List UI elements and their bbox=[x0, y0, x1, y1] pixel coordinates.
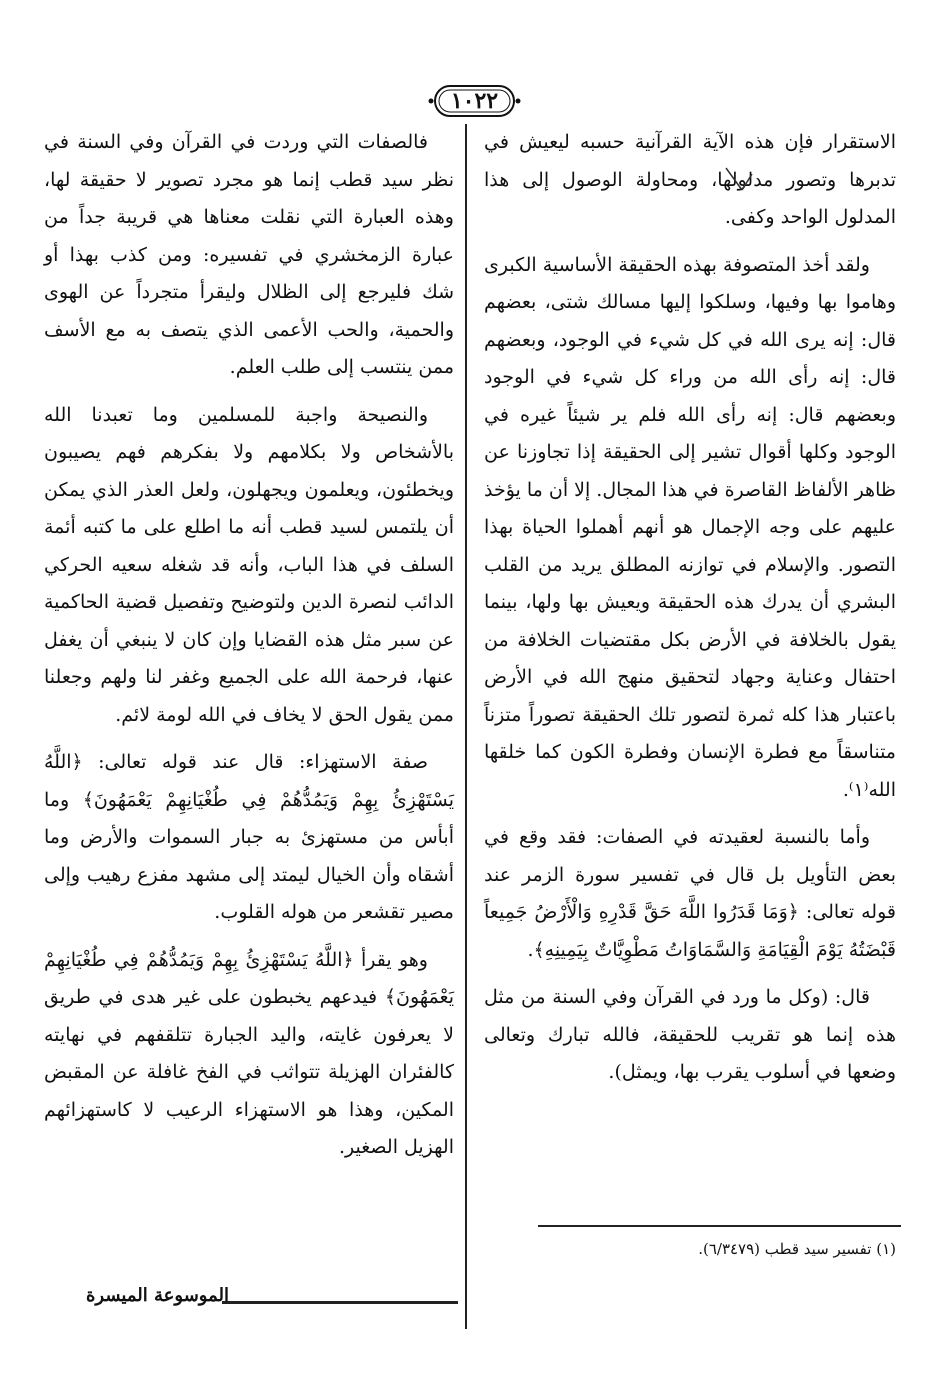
right-column bbox=[484, 124, 896, 1102]
paragraph: قال: (وكل ما ورد في القرآن وفي السنة من مثل هذه إنما هو تقريب للحقيقة، فالله تبارك وتعالى وضعها في أسلوب يقرب بها، ويمثل). bbox=[484, 986, 896, 1083]
footer-rule bbox=[222, 1301, 458, 1304]
footnote: (١) تفسير سيد قطب (٦/٣٤٧٩). bbox=[698, 1240, 896, 1258]
paragraph: صفة الاستهزاء: قال عند قوله تعالى: ﴿اللَّهُ يَسْتَهْزِئُ بِهِمْ وَيَمُدُّهُمْ فِي طُغْيَانِهِمْ يَعْمَهُونَ﴾ وما أبأس من مستهزئ به جبار السموات والأرض وما أشقاه وأن الخيال ليمتد إلى مشهد مفزع رهيب وإلى مصير تقشعر من هوله القلوب. bbox=[44, 751, 454, 923]
paragraph: وأما بالنسبة لعقيدته في الصفات: فقد وقع في بعض التأويل بل قال في تفسير سورة الزمر عند قوله تعالى: ﴿وَمَا قَدَرُوا اللَّهَ حَقَّ قَدْرِهِ وَالْأَرْضُ جَمِيعاً قَبْضَتُهُ يَوْمَ الْقِيَامَةِ وَالسَّمَاوَاتُ مَطْوِيَّاتٌ بِيَمِينِهِ﴾. bbox=[484, 826, 896, 961]
left-column bbox=[44, 124, 454, 1177]
paragraph: فالصفات التي وردت في القرآن وفي السنة في نظر سيد قطب إنما هو مجرد تصوير لا حقيقة لها، وهذه العبارة التي نقلت معناها هي قريبة جداً من عبارة الزمخشري في تفسيره: ومن كذب بهذا أو شك فليرجع إلى الظلال وليقرأ متجرداً عن الهوى والحمية، والحب الأعمى الذي يتصف به مع الأسف ممن ينتسب إلى طلب العلم. bbox=[44, 131, 454, 378]
paragraph: والنصيحة واجبة للمسلمين وما تعبدنا الله بالأشخاص ولا بكلامهم ولا بفكرهم فهم يصيبون ويخطئون، ويعلمون ويجهلون، ولعل العذر الذي يمكن أن يلتمس لسيد قطب أنه ما اطلع على ما كتبه أئمة السلف في هذا الباب، وأنه قد شغله سعيه الحركي الدائب لنصرة الدين ولتوضيح وتفصيل قضية الحاكمية عن سبر مثل هذه القضايا وإن كان لا ينبغي أن يغفل عنها، فرحمة الله على الجميع وغفر لنا ولهم وجعلنا ممن يقول الحق لا يخاف في الله لومة لائم. bbox=[44, 403, 454, 726]
handwritten-mark-icon bbox=[720, 160, 760, 200]
column-divider bbox=[465, 124, 467, 1329]
paragraph: الاستقرار فإن هذه الآية القرآنية حسبه ليعيش في تدبرها وتصور مدلولها، ومحاولة الوصول إلى هذا المدلول الواحد وكفى. bbox=[484, 131, 896, 228]
footnote-divider bbox=[538, 1225, 901, 1227]
page-number bbox=[427, 84, 522, 118]
page-number-text: ١٠٢٢ bbox=[450, 88, 499, 114]
paragraph: ولقد أخذ المتصوفة بهذه الحقيقة الأساسية الكبرى وهاموا بها وفيها، وسلكوا إليها مسالك شتى، بعضهم قال: إنه يرى الله في كل شيء في الوجود، وبعضهم قال: إنه رأى الله من وراء كل شيء في الوجود وبعضهم قال: إنه رأى الله فلم ير شيئاً غيره في الوجود وكلها أقوال تشير إلى الحقيقة إذا تجاوزنا عن ظاهر الألفاظ القاصرة في هذا المجال. إلا أن ما يؤخذ عليهم على وجه الإجمال هو أنهم أهملوا الحياة بهذا التصور. والإسلام في توازنه المطلق يريد من القلب البشري أن يدرك هذه الحقيقة ويعيش بها ولها، بينما يقول بالخلافة في الأرض بكل مقتضيات الخلافة من احتفال وعناية وجهاد لتحقيق منهج الله في الأرض باعتبار هذا كله ثمرة لتصور تلك الحقيقة تصوراً متزناً متناسقاً مع فطرة الإنسان وفطرة الكون كما خلقها الله⁽١⁾. bbox=[484, 253, 896, 801]
paragraph: وهو يقرأ ﴿اللَّهُ يَسْتَهْزِئُ بِهِمْ وَيَمُدُّهُمْ فِي طُغْيَانِهِمْ يَعْمَهُونَ﴾ فيدعهم يخبطون على غير هدى في طريق لا يعرفون غايته، واليد الجبارة تتلقفهم في نهايته كالفئران الهزيلة تتواثب في الفخ غافلة عن المقبض المكين، وهذا هو الاستهزاء الرعيب لا كاستهزائهم الهزيل الصغير. bbox=[44, 948, 454, 1158]
footer-title: الموسوعة الميسرة bbox=[86, 1285, 229, 1306]
